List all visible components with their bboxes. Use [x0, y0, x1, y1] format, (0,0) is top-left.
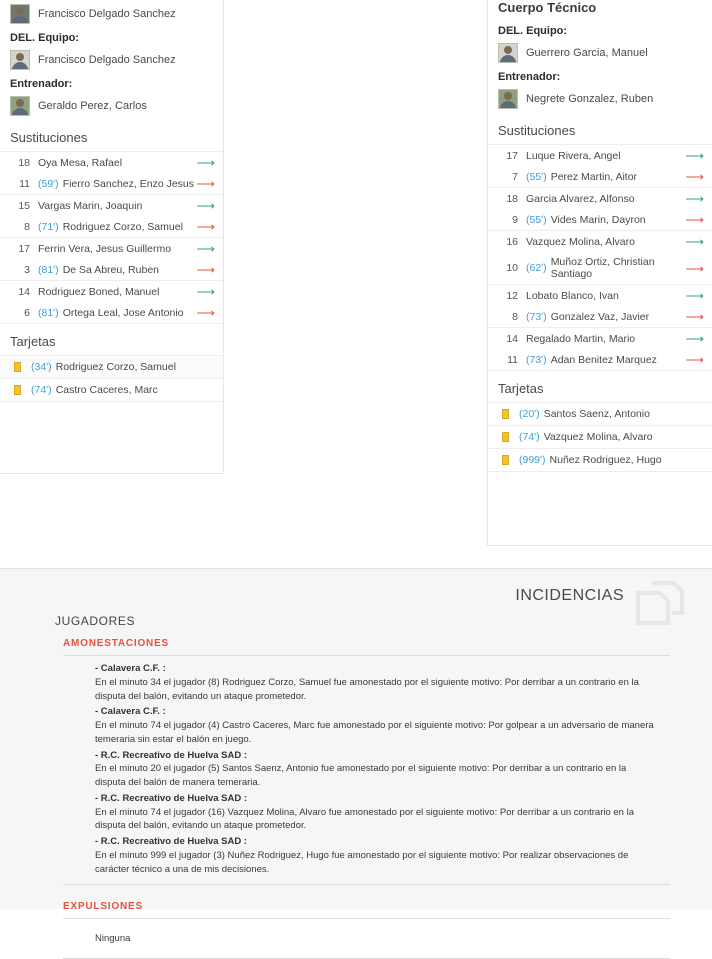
arrow-out-icon: ⟶: [685, 309, 704, 324]
player-name: Oya Mesa, Rafael: [38, 156, 123, 169]
players-heading: JUGADORES: [55, 614, 136, 628]
minute: (55'): [526, 170, 547, 183]
player-number: 17: [18, 242, 30, 255]
card-row[interactable]: [488, 403, 712, 426]
substitution-in-row[interactable]: [0, 152, 223, 173]
player-name: Vazquez Molina, Alvaro: [526, 235, 635, 248]
avatar: [498, 43, 518, 63]
substitution-in-row[interactable]: [488, 188, 712, 209]
player-name: Luque Rivera, Angel: [526, 149, 621, 162]
delegate-name: Guerrero Garcia, Manuel: [526, 47, 648, 59]
minute: (55'): [526, 213, 547, 226]
arrow-in-icon: ⟶: [685, 234, 704, 249]
minute: (59'): [38, 177, 59, 190]
player-number: 17: [506, 149, 518, 162]
arrow-in-icon: ⟶: [196, 284, 215, 299]
substitutions-title: Sustituciones: [0, 120, 223, 152]
arrow-in-icon: ⟶: [196, 241, 215, 256]
minute: (20'): [519, 408, 540, 420]
coach-label: Entrenador:: [10, 78, 73, 90]
substitution-pair: [488, 328, 712, 371]
arrow-in-icon: ⟶: [685, 331, 704, 346]
player-name: Garcia Alvarez, Alfonso: [526, 192, 635, 205]
player-number: 18: [18, 156, 30, 169]
player-number: 6: [24, 306, 30, 319]
minute: (73'): [526, 353, 547, 366]
avatar: [10, 50, 30, 70]
booking-entry: [63, 792, 670, 835]
yellow-card-icon: [14, 362, 21, 372]
avatar: [10, 4, 30, 24]
substitution-out-row[interactable]: [488, 252, 712, 284]
incidents-section: [0, 568, 712, 945]
player-name: Vazquez Molina, Alvaro: [543, 431, 653, 443]
staff-title: Cuerpo Técnico: [498, 0, 597, 15]
substitution-pair: [0, 238, 223, 281]
substitution-in-row[interactable]: [488, 231, 712, 252]
arrow-out-icon: ⟶: [196, 305, 215, 320]
yellow-card-icon: [502, 432, 509, 442]
delegate-row: [0, 46, 223, 74]
minute: (74'): [31, 384, 52, 396]
player-number: 3: [24, 263, 30, 276]
player-number: 9: [512, 213, 518, 226]
arrow-out-icon: ⟶: [196, 219, 215, 234]
booking-entry: [63, 835, 670, 878]
player-name: Ortega Leal, Jose Antonio: [62, 306, 184, 319]
player-number: 12: [506, 289, 518, 302]
player-name: Adan Benitez Marquez: [550, 353, 657, 366]
player-name: Gonzalez Vaz, Javier: [550, 310, 650, 323]
player-number: 18: [506, 192, 518, 205]
staff-name: Francisco Delgado Sanchez: [38, 8, 176, 20]
arrow-out-icon: ⟶: [196, 176, 215, 191]
yellow-card-icon: [502, 455, 509, 465]
delegate-label: DEL. Equipo:: [10, 32, 80, 44]
substitution-out-row[interactable]: [488, 349, 712, 370]
booking-text: En el minuto 20 el jugador (5) Santos Saenz, Antonio fue amonestado por el siguiente motivo: Por derribar a un contrario en la disputa del balón de manera temeraria.: [95, 763, 627, 789]
home-team-panel: [0, 0, 224, 474]
booking-team: - R.C. Recreativo de Huelva SAD :: [95, 836, 248, 848]
coach-label: Entrenador:: [498, 71, 561, 83]
substitution-out-row[interactable]: [0, 173, 223, 194]
minute: (62'): [526, 262, 547, 274]
player-name: Fierro Sanchez, Enzo Jesus: [62, 177, 194, 190]
booking-text: En el minuto 34 el jugador (8) Rodriguez Corzo, Samuel fue amonestado por el siguiente motivo: Por derribar a un contrario en la disputa del balón, evitando un ataque prometedor.: [95, 676, 639, 702]
coach-row: [0, 92, 223, 120]
player-number: 8: [24, 220, 30, 233]
yellow-card-icon: [502, 409, 509, 419]
player-name: Perez Martin, Aitor: [550, 170, 638, 183]
card-row[interactable]: [0, 356, 223, 379]
substitution-pair: [0, 195, 223, 238]
substitution-pair: [488, 231, 712, 285]
player-name: Nuñez Rodriguez, Hugo: [549, 454, 662, 466]
substitution-pair: [0, 281, 223, 324]
player-number: 16: [506, 235, 518, 248]
minute: (71'): [38, 220, 59, 233]
player-name: Vargas Marin, Joaquin: [38, 199, 143, 212]
substitution-in-row[interactable]: [488, 285, 712, 306]
substitutions-title: Sustituciones: [488, 113, 712, 145]
substitution-in-row[interactable]: [0, 195, 223, 216]
player-number: 7: [512, 170, 518, 183]
away-team-panel: [487, 0, 712, 546]
card-row[interactable]: [488, 449, 712, 472]
minute: (999'): [519, 454, 546, 466]
player-number: 14: [506, 332, 518, 345]
player-name: De Sa Abreu, Ruben: [62, 263, 160, 276]
arrow-in-icon: ⟶: [685, 191, 704, 206]
substitution-in-row[interactable]: [0, 238, 223, 259]
arrow-in-icon: ⟶: [685, 288, 704, 303]
minute: (73'): [526, 310, 547, 323]
substitution-out-row[interactable]: [0, 216, 223, 237]
player-number: 15: [18, 199, 30, 212]
bookings-list: [63, 655, 670, 885]
booking-entry: [63, 749, 670, 792]
booking-team: - Calavera C.F. :: [95, 663, 166, 674]
yellow-card-icon: [14, 385, 21, 395]
minute: (74'): [519, 431, 540, 443]
booking-team: - R.C. Recreativo de Huelva SAD :: [95, 749, 248, 761]
card-row[interactable]: [488, 426, 712, 449]
coach-name: Geraldo Perez, Carlos: [38, 100, 147, 112]
cards-title: Tarjetas: [0, 324, 223, 356]
booking-team: - Calavera C.F. :: [95, 706, 166, 718]
player-number: 11: [19, 177, 30, 190]
minute: (34'): [31, 361, 52, 373]
arrow-out-icon: ⟶: [685, 212, 704, 227]
arrow-in-icon: ⟶: [685, 148, 704, 163]
substitution-out-row[interactable]: [488, 166, 712, 187]
minute: (81'): [38, 263, 59, 276]
substitution-in-row[interactable]: [0, 281, 223, 302]
substitution-out-row[interactable]: [488, 306, 712, 327]
player-name: Muñoz Ortiz, Christian Santiago: [550, 256, 655, 280]
players-incidents: [55, 614, 670, 959]
sendoffs-none: Ninguna: [95, 933, 131, 945]
arrow-out-icon: ⟶: [685, 260, 704, 276]
substitution-out-row[interactable]: [0, 302, 223, 323]
delegate-label: DEL. Equipo:: [498, 25, 568, 37]
sendoffs-heading: EXPULSIONES: [63, 901, 143, 913]
player-name: Regalado Martin, Mario: [526, 332, 636, 345]
cards-title: Tarjetas: [488, 371, 712, 403]
arrow-in-icon: ⟶: [196, 155, 215, 170]
arrow-out-icon: ⟶: [196, 262, 215, 277]
player-number: 10: [506, 262, 518, 274]
booking-entry: [63, 662, 670, 705]
arrow-in-icon: ⟶: [196, 198, 215, 213]
substitution-pair: [488, 188, 712, 231]
substitution-pair: [0, 152, 223, 195]
arrow-out-icon: ⟶: [685, 352, 704, 367]
player-name: Rodriguez Corzo, Samuel: [62, 220, 183, 233]
delegate-name: Francisco Delgado Sanchez: [38, 54, 176, 66]
player-number: 14: [18, 285, 30, 298]
card-row[interactable]: [0, 379, 223, 402]
player-name: Santos Saenz, Antonio: [543, 408, 650, 420]
avatar: [10, 96, 30, 116]
player-name: Castro Caceres, Marc: [55, 384, 158, 396]
arrow-out-icon: ⟶: [685, 169, 704, 184]
substitution-pair: [488, 285, 712, 328]
player-name: Ferrin Vera, Jesus Guillermo: [38, 242, 172, 255]
sendoffs-list: [63, 918, 670, 959]
player-name: Vides Marin, Dayron: [550, 213, 646, 226]
staff-row: [0, 0, 223, 28]
player-number: 8: [512, 310, 518, 323]
substitution-pair: [488, 145, 712, 188]
bookings-heading: AMONESTACIONES: [63, 638, 170, 649]
player-name: Rodriguez Corzo, Samuel: [55, 361, 176, 373]
player-name: Rodriguez Boned, Manuel: [38, 285, 160, 298]
booking-text: En el minuto 999 el jugador (3) Nuñez Rodriguez, Hugo fue amonestado por el siguiente motivo: Por realizar observaciones de carácter técnico a una de mis decisiones.: [95, 849, 629, 875]
delegate-row: [488, 39, 712, 67]
booking-entry: [63, 705, 670, 748]
substitution-in-row[interactable]: [488, 328, 712, 349]
booking-text: En el minuto 74 el jugador (16) Vazquez Molina, Alvaro fue amonestado por el siguiente motivo: Por derribar a un contrario en la disputa del balón, evitando un ataque prometedor.: [95, 806, 634, 832]
player-name: Lobato Blanco, Ivan: [526, 289, 619, 302]
player-number: 11: [507, 353, 518, 366]
substitution-in-row[interactable]: [488, 145, 712, 166]
substitution-out-row[interactable]: [488, 209, 712, 230]
coach-name: Negrete Gonzalez, Ruben: [526, 93, 654, 105]
incidents-title: INCIDENCIAS: [515, 587, 624, 604]
booking-text: En el minuto 74 el jugador (4) Castro Caceres, Marc fue amonestado por el siguiente motivo: Por golpear a un adversario de manera temeraria sin estar el balón en juego.: [95, 720, 654, 745]
coach-row: [488, 85, 712, 113]
booking-team: - R.C. Recreativo de Huelva SAD :: [95, 792, 248, 804]
minute: (81'): [38, 306, 59, 319]
avatar: [498, 89, 518, 109]
substitution-out-row[interactable]: [0, 259, 223, 280]
